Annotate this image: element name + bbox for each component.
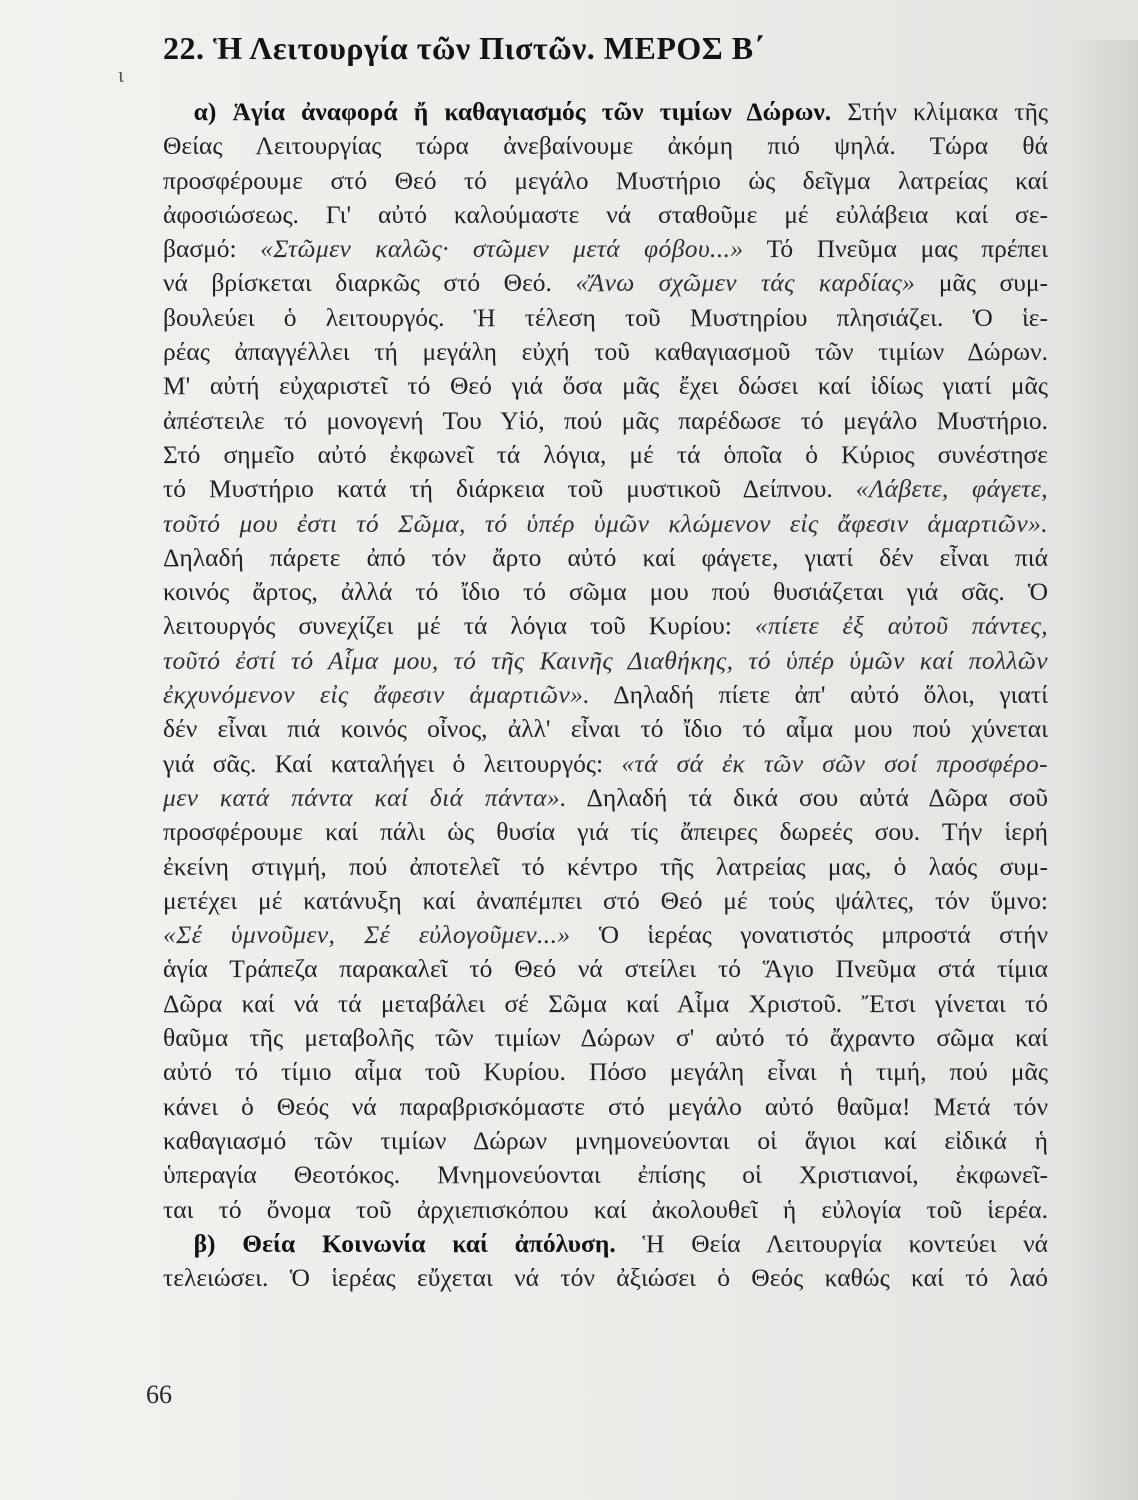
italic-quote-text: «πίετε ἐξ αὐτοῦ πάντες, xyxy=(754,611,1048,641)
body-text xyxy=(163,95,1048,1295)
italic-quote-text: «Στῶμεν καλῶς· στῶμεν μετά φόβου...» xyxy=(260,234,744,264)
text-line xyxy=(163,198,1048,232)
text-line xyxy=(163,1227,1048,1261)
text-line xyxy=(163,507,1048,541)
text-line xyxy=(163,1124,1048,1158)
text-line xyxy=(163,747,1048,781)
text-segment: Τό Πνεῦμα μας πρέπει xyxy=(743,234,1048,264)
text-line xyxy=(163,164,1048,198)
text-segment: δέν εἶναι πιά κοινός οἶνος, ἀλλ' εἶναι τό ἴδιο τό αἷμα μου πού χύνεται xyxy=(163,714,1048,744)
bold-heading-text: α) Ἁγία ἀναφορά ἤ καθαγιασμός τῶν τιμίων Δώρων. xyxy=(193,97,832,126)
text-segment: ὑπεραγία Θεοτόκος. Μνημονεύονται ἐπίσης οἱ Χριστιανοί, ἐκφωνεῖ- xyxy=(163,1160,1048,1190)
margin-mark: ι xyxy=(118,62,124,87)
text-line xyxy=(163,1021,1048,1055)
text-line xyxy=(163,918,1048,952)
text-segment: Δηλαδή πίετε ἀπ' αὐτό ὅλοι, γιατί xyxy=(590,680,1048,710)
chapter-title: 22. Ἡ Λειτουργία τῶν Πιστῶν. ΜΕΡΟΣ Β΄ xyxy=(163,30,765,66)
text-segment: μετέχει μέ κατάνυξη καί ἀναπέμπει στό Θεό μέ τούς ψάλτες, τόν ὕμνο: xyxy=(163,885,1048,915)
text-line xyxy=(163,266,1048,300)
italic-quote-text: τοῦτό μου ἐστι τό Σῶμα, τό ὑπέρ ὑμῶν κλώμενον εἰς ἄφεσιν ἁμαρτιῶν». xyxy=(163,508,1048,538)
text-line xyxy=(163,472,1048,506)
text-segment: καθαγιασμό τῶν τιμίων Δώρων μνημονεύονται οἱ ἅγιοι καί εἰδικά ἡ xyxy=(163,1125,1048,1155)
text-segment: κοινός ἄρτος, ἀλλά τό ἴδιο τό σῶμα μου πού θυσιάζεται γιά σᾶς. Ὁ xyxy=(163,577,1048,607)
text-segment: ἐκείνη στιγμή, πού ἀποτελεῖ τό κέντρο τῆς λατρείας μας, ὁ λαός συμ- xyxy=(163,851,1048,881)
text-line xyxy=(163,712,1048,746)
text-line xyxy=(163,541,1048,575)
bold-heading-text: β) Θεία Κοινωνία καί ἀπόλυση. xyxy=(193,1228,616,1258)
text-line xyxy=(163,232,1048,266)
text-line xyxy=(163,404,1048,438)
text-segment: Ἡ Θεία Λειτουργία κοντεύει νά xyxy=(615,1228,1048,1258)
text-line xyxy=(163,129,1048,163)
text-segment: προσφέρουμε στό Θεό τό μεγάλο Μυστήριο ὡς δεῖγμα λατρείας καί xyxy=(163,165,1048,195)
text-line xyxy=(163,1193,1048,1227)
text-line xyxy=(163,1090,1048,1124)
text-segment: ἀφοσιώσεως. Γι' αὐτό καλούμαστε νά σταθοῦμε μέ εὐλάβεια καί σε- xyxy=(163,199,1048,229)
text-segment: Στό σημεῖο αὐτό ἐκφωνεῖ τά λόγια, μέ τά ὁποῖα ὁ Κύριος συνέστησε xyxy=(163,439,1048,469)
text-segment: τό Μυστήριο κατά τή διάρκεια τοῦ μυστικοῦ Δείπνου. xyxy=(163,474,856,504)
text-line xyxy=(163,369,1048,403)
italic-quote-text: τοῦτό ἐστί τό Αἷμα μου, τό τῆς Καινῆς Διαθήκης, τό ὑπέρ ὑμῶν καί πολλῶν xyxy=(163,645,1048,675)
text-line xyxy=(163,1261,1048,1295)
text-line xyxy=(163,815,1048,849)
text-segment: Δηλαδή πάρετε ἀπό τόν ἄρτο αὐτό καί φάγετε, γιατί δέν εἶναι πιά xyxy=(163,542,1048,572)
text-segment: ἁγία Τράπεζα παρακαλεῖ τό Θεό νά στείλει τό Ἅγιο Πνεῦμα στά τίμια xyxy=(163,954,1048,984)
text-line xyxy=(163,575,1048,609)
page-number: 66 xyxy=(146,1380,172,1409)
text-segment: Θείας Λειτουργίας τώρα ἀνεβαίνουμε ἀκόμη πιό ψηλά. Τώρα θά xyxy=(163,131,1048,161)
text-line xyxy=(163,678,1048,712)
text-line xyxy=(163,438,1048,472)
text-segment: ρέας ἀπαγγέλλει τή μεγάλη εὐχή τοῦ καθαγιασμοῦ τῶν τιμίων Δώρων. xyxy=(163,337,1048,367)
text-segment: Μ' αὐτή εὐχαριστεῖ τό Θεό γιά ὅσα μᾶς ἔχει δώσει καί ἰδίως γιατί μᾶς xyxy=(163,371,1048,401)
text-line xyxy=(163,95,1048,129)
text-line xyxy=(163,301,1048,335)
text-line xyxy=(163,987,1048,1021)
text-line xyxy=(163,781,1048,815)
text-segment: τελειώσει. Ὁ ἱερέας εὔχεται νά τόν ἀξιώσει ὁ Θεός καθώς καί τό λαό xyxy=(163,1263,1048,1293)
text-segment: βουλεύει ὁ λειτουργός. Ἡ τέλεση τοῦ Μυστηρίου πλησιάζει. Ὁ ἱε- xyxy=(163,302,1048,332)
italic-quote-text: «τά σά ἐκ τῶν σῶν σοί προσφέρο- xyxy=(621,748,1048,778)
text-line xyxy=(163,1158,1048,1192)
text-line xyxy=(163,644,1048,678)
text-line xyxy=(163,952,1048,986)
italic-quote-text: «Ἄνω σχῶμεν τάς καρδίας» xyxy=(575,268,916,298)
text-segment: προσφέρουμε καί πάλι ὡς θυσία γιά τίς ἄπειρες δωρεές σου. Τήν ἱερή xyxy=(163,817,1048,847)
text-segment: λειτουργός συνεχίζει μέ τά λόγια τοῦ Κυρίου: xyxy=(163,611,755,641)
text-line xyxy=(163,335,1048,369)
text-line xyxy=(163,884,1048,918)
text-segment: κάνει ὁ Θεός νά παραβρισκόμαστε στό μεγάλο αὐτό θαῦμα! Μετά τόν xyxy=(163,1091,1048,1121)
text-segment: μᾶς συμ- xyxy=(915,268,1048,298)
text-segment: βασμό: xyxy=(163,234,261,264)
italic-quote-text: ἐκχυνόμενον εἰς ἄφεσιν ἁμαρτιῶν». xyxy=(163,680,591,710)
text-segment: αὐτό τό τίμιο αἷμα τοῦ Κυρίου. Πόσο μεγάλη εἶναι ἡ τιμή, πού μᾶς xyxy=(163,1057,1048,1087)
text-segment: Στήν κλίμακα τῆς xyxy=(831,97,1049,126)
text-segment: ἀπέστειλε τό μονογενή Του Υἱό, πού μᾶς παρέδωσε τό μεγάλο Μυστήριο. xyxy=(163,405,1048,435)
text-segment: Ὁ ἱερέας γονατιστός μπροστά στήν xyxy=(570,920,1048,950)
text-segment: θαῦμα τῆς μεταβολῆς τῶν τιμίων Δώρων σ' αὐτό τό ἄχραντο σῶμα καί xyxy=(163,1023,1048,1053)
italic-quote-text: «Λάβετε, φάγετε, xyxy=(855,474,1049,504)
text-line xyxy=(163,1055,1048,1089)
text-line xyxy=(163,609,1048,643)
text-segment: ται τό ὄνομα τοῦ ἀρχιεπισκόπου καί ἀκολουθεῖ ἡ εὐλογία τοῦ ἱερέα. xyxy=(163,1194,1048,1224)
text-segment: Δῶρα καί νά τά μεταβάλει σέ Σῶμα καί Αἷμα Χριστοῦ. Ἔτσι γίνεται τό xyxy=(163,988,1048,1018)
text-segment: γιά σᾶς. Καί καταλήγει ὁ λειτουργός: xyxy=(163,748,622,778)
text-line xyxy=(163,850,1048,884)
text-segment: Δηλαδή τά δικά σου αὐτά Δῶρα σοῦ xyxy=(566,782,1048,812)
page-gutter-shadow xyxy=(1068,40,1138,1500)
italic-quote-text: «Σέ ὑμνοῦμεν, Σέ εὐλογοῦμεν...» xyxy=(163,920,571,950)
italic-quote-text: μεν κατά πάντα καί διά πάντα». xyxy=(163,782,567,812)
text-segment: νά βρίσκεται διαρκῶς στό Θεό. xyxy=(163,268,576,298)
